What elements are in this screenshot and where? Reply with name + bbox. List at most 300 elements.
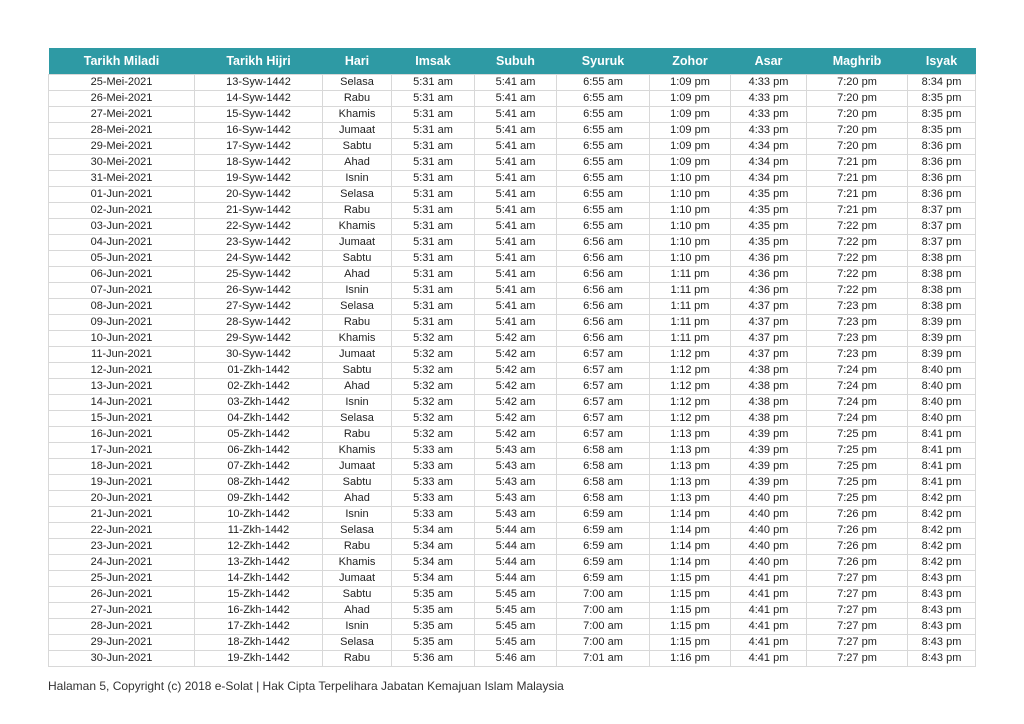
table-cell: 4:40 pm — [731, 538, 807, 554]
table-cell: 13-Jun-2021 — [49, 378, 195, 394]
table-cell: 5:33 am — [392, 490, 475, 506]
table-cell: 6:55 am — [557, 74, 650, 90]
table-cell: 6:55 am — [557, 154, 650, 170]
table-cell: 30-Jun-2021 — [49, 650, 195, 666]
table-cell: 5:41 am — [475, 202, 557, 218]
table-cell: 25-Syw-1442 — [195, 266, 323, 282]
table-cell: 30-Mei-2021 — [49, 154, 195, 170]
column-header: Zohor — [672, 53, 708, 68]
table-cell: 7:24 pm — [807, 362, 908, 378]
table-cell: 4:33 pm — [731, 106, 807, 122]
table-row — [49, 602, 976, 618]
table-cell: 5:43 am — [475, 458, 557, 474]
table-cell: 08-Jun-2021 — [49, 298, 195, 314]
table-cell: 7:22 pm — [807, 250, 908, 266]
table-cell: 8:41 pm — [908, 426, 976, 442]
table-cell: 4:40 pm — [731, 506, 807, 522]
table-cell: 6:59 am — [557, 570, 650, 586]
table-cell: Rabu — [323, 538, 392, 554]
table-cell: 21-Syw-1442 — [195, 202, 323, 218]
table-cell: 5:44 am — [475, 570, 557, 586]
table-cell: 15-Jun-2021 — [49, 410, 195, 426]
table-cell: 5:41 am — [475, 186, 557, 202]
table-cell: 7:23 pm — [807, 314, 908, 330]
table-cell: 6:58 am — [557, 442, 650, 458]
table-cell: 7:27 pm — [807, 650, 908, 666]
table-cell: 1:09 pm — [650, 106, 731, 122]
table-cell: 1:15 pm — [650, 586, 731, 602]
table-cell: 6:55 am — [557, 106, 650, 122]
table-cell: 4:37 pm — [731, 314, 807, 330]
table-cell: 4:35 pm — [731, 186, 807, 202]
table-cell: 4:38 pm — [731, 394, 807, 410]
table-cell: 29-Jun-2021 — [49, 634, 195, 650]
table-cell: 4:34 pm — [731, 170, 807, 186]
table-cell: 8:40 pm — [908, 394, 976, 410]
table-cell: 5:45 am — [475, 586, 557, 602]
table-cell: 30-Syw-1442 — [195, 346, 323, 362]
table-header-row — [49, 48, 976, 74]
table-cell: 09-Jun-2021 — [49, 314, 195, 330]
table-row — [49, 474, 976, 490]
table-cell: 5:33 am — [392, 506, 475, 522]
table-cell: 6:57 am — [557, 410, 650, 426]
table-cell: 4:41 pm — [731, 602, 807, 618]
table-cell: 1:09 pm — [650, 90, 731, 106]
table-row — [49, 618, 976, 634]
table-cell: 8:36 pm — [908, 154, 976, 170]
table-cell: 1:15 pm — [650, 602, 731, 618]
table-cell: 22-Syw-1442 — [195, 218, 323, 234]
table-cell: 4:39 pm — [731, 426, 807, 442]
table-cell: Isnin — [323, 618, 392, 634]
table-cell: 8:35 pm — [908, 122, 976, 138]
table-cell: 1:13 pm — [650, 458, 731, 474]
table-cell: 7:27 pm — [807, 570, 908, 586]
table-cell: 6:57 am — [557, 362, 650, 378]
table-cell: 1:13 pm — [650, 490, 731, 506]
table-cell: 5:45 am — [475, 602, 557, 618]
table-cell: Selasa — [323, 74, 392, 90]
table-cell: 6:56 am — [557, 234, 650, 250]
table-row — [49, 634, 976, 650]
table-cell: 7:20 pm — [807, 122, 908, 138]
table-cell: 04-Zkh-1442 — [195, 410, 323, 426]
table-cell: 5:35 am — [392, 586, 475, 602]
table-cell: 1:10 pm — [650, 202, 731, 218]
table-cell: 8:40 pm — [908, 378, 976, 394]
table-cell: 1:15 pm — [650, 618, 731, 634]
table-cell: Khamis — [323, 218, 392, 234]
table-cell: 7:22 pm — [807, 266, 908, 282]
table-cell: 4:33 pm — [731, 90, 807, 106]
table-cell: 8:42 pm — [908, 538, 976, 554]
table-cell: 4:34 pm — [731, 138, 807, 154]
table-cell: 1:12 pm — [650, 378, 731, 394]
table-cell: 4:41 pm — [731, 570, 807, 586]
table-cell: Sabtu — [323, 586, 392, 602]
table-cell: 8:38 pm — [908, 298, 976, 314]
table-cell: 26-Syw-1442 — [195, 282, 323, 298]
table-cell: 7:24 pm — [807, 394, 908, 410]
table-cell: 7:21 pm — [807, 154, 908, 170]
table-cell: 1:09 pm — [650, 138, 731, 154]
prayer-timetable-sheet — [48, 48, 975, 667]
table-cell: 5:42 am — [475, 330, 557, 346]
table-cell: 1:11 pm — [650, 314, 731, 330]
table-cell: 6:59 am — [557, 554, 650, 570]
table-cell: 5:31 am — [392, 170, 475, 186]
table-cell: 1:11 pm — [650, 330, 731, 346]
table-cell: Jumaat — [323, 122, 392, 138]
table-cell: 5:35 am — [392, 618, 475, 634]
table-cell: Ahad — [323, 266, 392, 282]
table-cell: 28-Jun-2021 — [49, 618, 195, 634]
table-cell: Ahad — [323, 154, 392, 170]
table-cell: 24-Syw-1442 — [195, 250, 323, 266]
table-cell: 8:36 pm — [908, 186, 976, 202]
table-cell: 5:33 am — [392, 442, 475, 458]
table-cell: 8:39 pm — [908, 314, 976, 330]
column-header: Tarikh Miladi — [83, 53, 160, 68]
table-cell: 05-Jun-2021 — [49, 250, 195, 266]
table-cell: 24-Jun-2021 — [49, 554, 195, 570]
column-header: Maghrib — [832, 53, 882, 68]
table-cell: 5:31 am — [392, 186, 475, 202]
table-cell: Jumaat — [323, 234, 392, 250]
table-cell: 4:37 pm — [731, 330, 807, 346]
table-row — [49, 586, 976, 602]
table-cell: 6:59 am — [557, 522, 650, 538]
table-cell: 14-Syw-1442 — [195, 90, 323, 106]
table-cell: 8:42 pm — [908, 506, 976, 522]
table-cell: 7:22 pm — [807, 218, 908, 234]
table-cell: 7:21 pm — [807, 170, 908, 186]
table-cell: 5:32 am — [392, 330, 475, 346]
table-cell: Sabtu — [323, 250, 392, 266]
table-cell: 06-Jun-2021 — [49, 266, 195, 282]
table-cell: 5:36 am — [392, 650, 475, 666]
table-cell: 8:38 pm — [908, 266, 976, 282]
column-header: Tarikh Hijri — [226, 53, 291, 68]
table-cell: 6:58 am — [557, 474, 650, 490]
table-cell: 4:39 pm — [731, 442, 807, 458]
table-cell: 4:41 pm — [731, 650, 807, 666]
table-cell: 6:55 am — [557, 218, 650, 234]
table-cell: 8:40 pm — [908, 410, 976, 426]
table-cell: 6:59 am — [557, 538, 650, 554]
table-cell: 7:25 pm — [807, 458, 908, 474]
table-cell: 5:41 am — [475, 218, 557, 234]
table-cell: 27-Syw-1442 — [195, 298, 323, 314]
table-cell: 01-Zkh-1442 — [195, 362, 323, 378]
table-cell: 7:24 pm — [807, 378, 908, 394]
table-cell: 1:09 pm — [650, 122, 731, 138]
table-cell: 5:45 am — [475, 634, 557, 650]
table-cell: 11-Jun-2021 — [49, 346, 195, 362]
table-cell: 5:34 am — [392, 522, 475, 538]
table-cell: 4:40 pm — [731, 490, 807, 506]
table-cell: 5:32 am — [392, 378, 475, 394]
table-cell: 19-Syw-1442 — [195, 170, 323, 186]
table-cell: 1:12 pm — [650, 346, 731, 362]
table-cell: 5:31 am — [392, 314, 475, 330]
table-cell: 1:10 pm — [650, 218, 731, 234]
table-cell: 25-Jun-2021 — [49, 570, 195, 586]
table-cell: 8:37 pm — [908, 202, 976, 218]
table-cell: 1:11 pm — [650, 282, 731, 298]
table-cell: 5:31 am — [392, 250, 475, 266]
table-cell: 20-Jun-2021 — [49, 490, 195, 506]
table-cell: 7:23 pm — [807, 346, 908, 362]
table-row — [49, 154, 976, 170]
table-cell: 7:26 pm — [807, 522, 908, 538]
table-cell: 5:31 am — [392, 266, 475, 282]
table-cell: 5:41 am — [475, 266, 557, 282]
table-cell: 6:56 am — [557, 298, 650, 314]
table-cell: 16-Syw-1442 — [195, 122, 323, 138]
table-cell: 27-Jun-2021 — [49, 602, 195, 618]
table-cell: Isnin — [323, 394, 392, 410]
table-row — [49, 74, 976, 90]
table-cell: 1:15 pm — [650, 570, 731, 586]
table-cell: 4:34 pm — [731, 154, 807, 170]
table-cell: 7:26 pm — [807, 506, 908, 522]
table-cell: 7:20 pm — [807, 90, 908, 106]
table-cell: 1:13 pm — [650, 442, 731, 458]
table-cell: 6:56 am — [557, 314, 650, 330]
table-cell: 03-Zkh-1442 — [195, 394, 323, 410]
table-cell: 5:32 am — [392, 426, 475, 442]
table-cell: 5:31 am — [392, 282, 475, 298]
table-cell: 8:43 pm — [908, 602, 976, 618]
table-cell: 23-Jun-2021 — [49, 538, 195, 554]
table-cell: 6:56 am — [557, 330, 650, 346]
table-cell: 7:21 pm — [807, 186, 908, 202]
table-row — [49, 394, 976, 410]
table-cell: 06-Zkh-1442 — [195, 442, 323, 458]
table-cell: 4:33 pm — [731, 74, 807, 90]
table-cell: 5:31 am — [392, 154, 475, 170]
table-cell: 7:27 pm — [807, 586, 908, 602]
table-row — [49, 186, 976, 202]
table-cell: 4:35 pm — [731, 234, 807, 250]
table-row — [49, 346, 976, 362]
table-cell: 8:43 pm — [908, 618, 976, 634]
column-header: Asar — [754, 53, 783, 68]
table-cell: 6:55 am — [557, 122, 650, 138]
table-cell: 03-Jun-2021 — [49, 218, 195, 234]
table-cell: 7:20 pm — [807, 106, 908, 122]
table-cell: 6:58 am — [557, 458, 650, 474]
column-header: Syuruk — [581, 53, 625, 68]
table-cell: 5:31 am — [392, 138, 475, 154]
table-cell: 28-Mei-2021 — [49, 122, 195, 138]
table-row — [49, 362, 976, 378]
table-cell: 21-Jun-2021 — [49, 506, 195, 522]
table-cell: 5:42 am — [475, 378, 557, 394]
table-cell: 5:33 am — [392, 474, 475, 490]
column-header: Subuh — [496, 53, 535, 68]
prayer-timetable — [48, 48, 976, 667]
table-cell: Sabtu — [323, 138, 392, 154]
table-row — [49, 458, 976, 474]
table-cell: Selasa — [323, 298, 392, 314]
table-cell: 4:33 pm — [731, 122, 807, 138]
table-cell: Ahad — [323, 378, 392, 394]
table-cell: 25-Mei-2021 — [49, 74, 195, 90]
table-body — [49, 74, 976, 666]
table-cell: Jumaat — [323, 346, 392, 362]
table-row — [49, 330, 976, 346]
table-cell: Jumaat — [323, 458, 392, 474]
table-cell: 4:41 pm — [731, 634, 807, 650]
table-cell: 1:11 pm — [650, 298, 731, 314]
table-row — [49, 426, 976, 442]
table-cell: 8:37 pm — [908, 218, 976, 234]
table-cell: 8:36 pm — [908, 138, 976, 154]
table-cell: Isnin — [323, 282, 392, 298]
table-cell: 13-Syw-1442 — [195, 74, 323, 90]
table-cell: 1:12 pm — [650, 410, 731, 426]
table-cell: 7:26 pm — [807, 538, 908, 554]
table-cell: 5:43 am — [475, 490, 557, 506]
table-cell: 29-Mei-2021 — [49, 138, 195, 154]
table-row — [49, 314, 976, 330]
table-cell: 7:00 am — [557, 618, 650, 634]
table-cell: 04-Jun-2021 — [49, 234, 195, 250]
table-cell: 23-Syw-1442 — [195, 234, 323, 250]
table-cell: 5:31 am — [392, 74, 475, 90]
table-cell: 8:38 pm — [908, 282, 976, 298]
table-cell: 7:27 pm — [807, 602, 908, 618]
table-cell: 05-Zkh-1442 — [195, 426, 323, 442]
table-cell: 14-Zkh-1442 — [195, 570, 323, 586]
table-row — [49, 218, 976, 234]
table-cell: 16-Zkh-1442 — [195, 602, 323, 618]
table-cell: 19-Zkh-1442 — [195, 650, 323, 666]
table-cell: 5:41 am — [475, 154, 557, 170]
table-row — [49, 442, 976, 458]
table-row — [49, 490, 976, 506]
table-cell: 26-Mei-2021 — [49, 90, 195, 106]
table-cell: 5:33 am — [392, 458, 475, 474]
table-cell: 27-Mei-2021 — [49, 106, 195, 122]
table-cell: 16-Jun-2021 — [49, 426, 195, 442]
table-cell: 6:55 am — [557, 186, 650, 202]
table-cell: 6:57 am — [557, 346, 650, 362]
table-row — [49, 282, 976, 298]
table-cell: 5:42 am — [475, 410, 557, 426]
table-cell: 1:09 pm — [650, 74, 731, 90]
table-cell: 01-Jun-2021 — [49, 186, 195, 202]
table-cell: 5:41 am — [475, 170, 557, 186]
table-cell: Khamis — [323, 554, 392, 570]
table-row — [49, 234, 976, 250]
table-cell: 8:42 pm — [908, 522, 976, 538]
table-cell: 7:25 pm — [807, 474, 908, 490]
table-cell: 4:36 pm — [731, 266, 807, 282]
table-cell: 09-Zkh-1442 — [195, 490, 323, 506]
table-cell: Isnin — [323, 506, 392, 522]
table-cell: 7:22 pm — [807, 234, 908, 250]
table-cell: Jumaat — [323, 570, 392, 586]
table-cell: 5:35 am — [392, 602, 475, 618]
table-cell: 1:14 pm — [650, 522, 731, 538]
table-cell: 5:34 am — [392, 570, 475, 586]
table-row — [49, 202, 976, 218]
table-cell: 17-Syw-1442 — [195, 138, 323, 154]
table-cell: 5:45 am — [475, 618, 557, 634]
table-cell: 8:35 pm — [908, 90, 976, 106]
table-cell: 1:11 pm — [650, 266, 731, 282]
table-row — [49, 650, 976, 666]
page-footer: Halaman 5, Copyright (c) 2018 e-Solat | Hak Cipta Terpelihara Jabatan Kemajuan Islam Malaysia — [48, 679, 564, 693]
table-cell: 5:35 am — [392, 634, 475, 650]
table-cell: 14-Jun-2021 — [49, 394, 195, 410]
table-cell: 5:32 am — [392, 410, 475, 426]
table-row — [49, 138, 976, 154]
table-cell: 26-Jun-2021 — [49, 586, 195, 602]
column-header: Isyak — [925, 53, 958, 68]
table-cell: 8:43 pm — [908, 650, 976, 666]
table-cell: 1:13 pm — [650, 426, 731, 442]
table-cell: Rabu — [323, 650, 392, 666]
table-cell: 1:14 pm — [650, 506, 731, 522]
table-cell: 6:56 am — [557, 282, 650, 298]
table-cell: 4:38 pm — [731, 410, 807, 426]
table-row — [49, 378, 976, 394]
table-cell: 5:42 am — [475, 362, 557, 378]
table-cell: 8:35 pm — [908, 106, 976, 122]
table-cell: 15-Syw-1442 — [195, 106, 323, 122]
table-cell: 1:10 pm — [650, 250, 731, 266]
table-row — [49, 90, 976, 106]
table-cell: 8:37 pm — [908, 234, 976, 250]
table-cell: 7:21 pm — [807, 202, 908, 218]
table-row — [49, 266, 976, 282]
table-cell: Rabu — [323, 314, 392, 330]
table-cell: Selasa — [323, 522, 392, 538]
table-cell: Sabtu — [323, 362, 392, 378]
table-cell: 6:58 am — [557, 490, 650, 506]
table-cell: 7:27 pm — [807, 618, 908, 634]
table-cell: 5:44 am — [475, 538, 557, 554]
table-cell: 4:41 pm — [731, 586, 807, 602]
table-cell: Selasa — [323, 410, 392, 426]
table-cell: 4:37 pm — [731, 298, 807, 314]
table-cell: 7:23 pm — [807, 298, 908, 314]
table-cell: 4:35 pm — [731, 218, 807, 234]
table-cell: 1:13 pm — [650, 474, 731, 490]
table-cell: 1:12 pm — [650, 362, 731, 378]
table-cell: 7:00 am — [557, 602, 650, 618]
table-cell: Ahad — [323, 602, 392, 618]
table-cell: 5:43 am — [475, 474, 557, 490]
table-cell: 4:38 pm — [731, 378, 807, 394]
table-cell: 02-Jun-2021 — [49, 202, 195, 218]
table-cell: 6:57 am — [557, 426, 650, 442]
table-cell: 1:10 pm — [650, 170, 731, 186]
table-cell: 5:41 am — [475, 122, 557, 138]
table-cell: 5:41 am — [475, 250, 557, 266]
table-cell: 7:27 pm — [807, 634, 908, 650]
table-row — [49, 106, 976, 122]
table-cell: Sabtu — [323, 474, 392, 490]
table-cell: 5:31 am — [392, 106, 475, 122]
table-cell: 8:41 pm — [908, 458, 976, 474]
table-cell: 28-Syw-1442 — [195, 314, 323, 330]
